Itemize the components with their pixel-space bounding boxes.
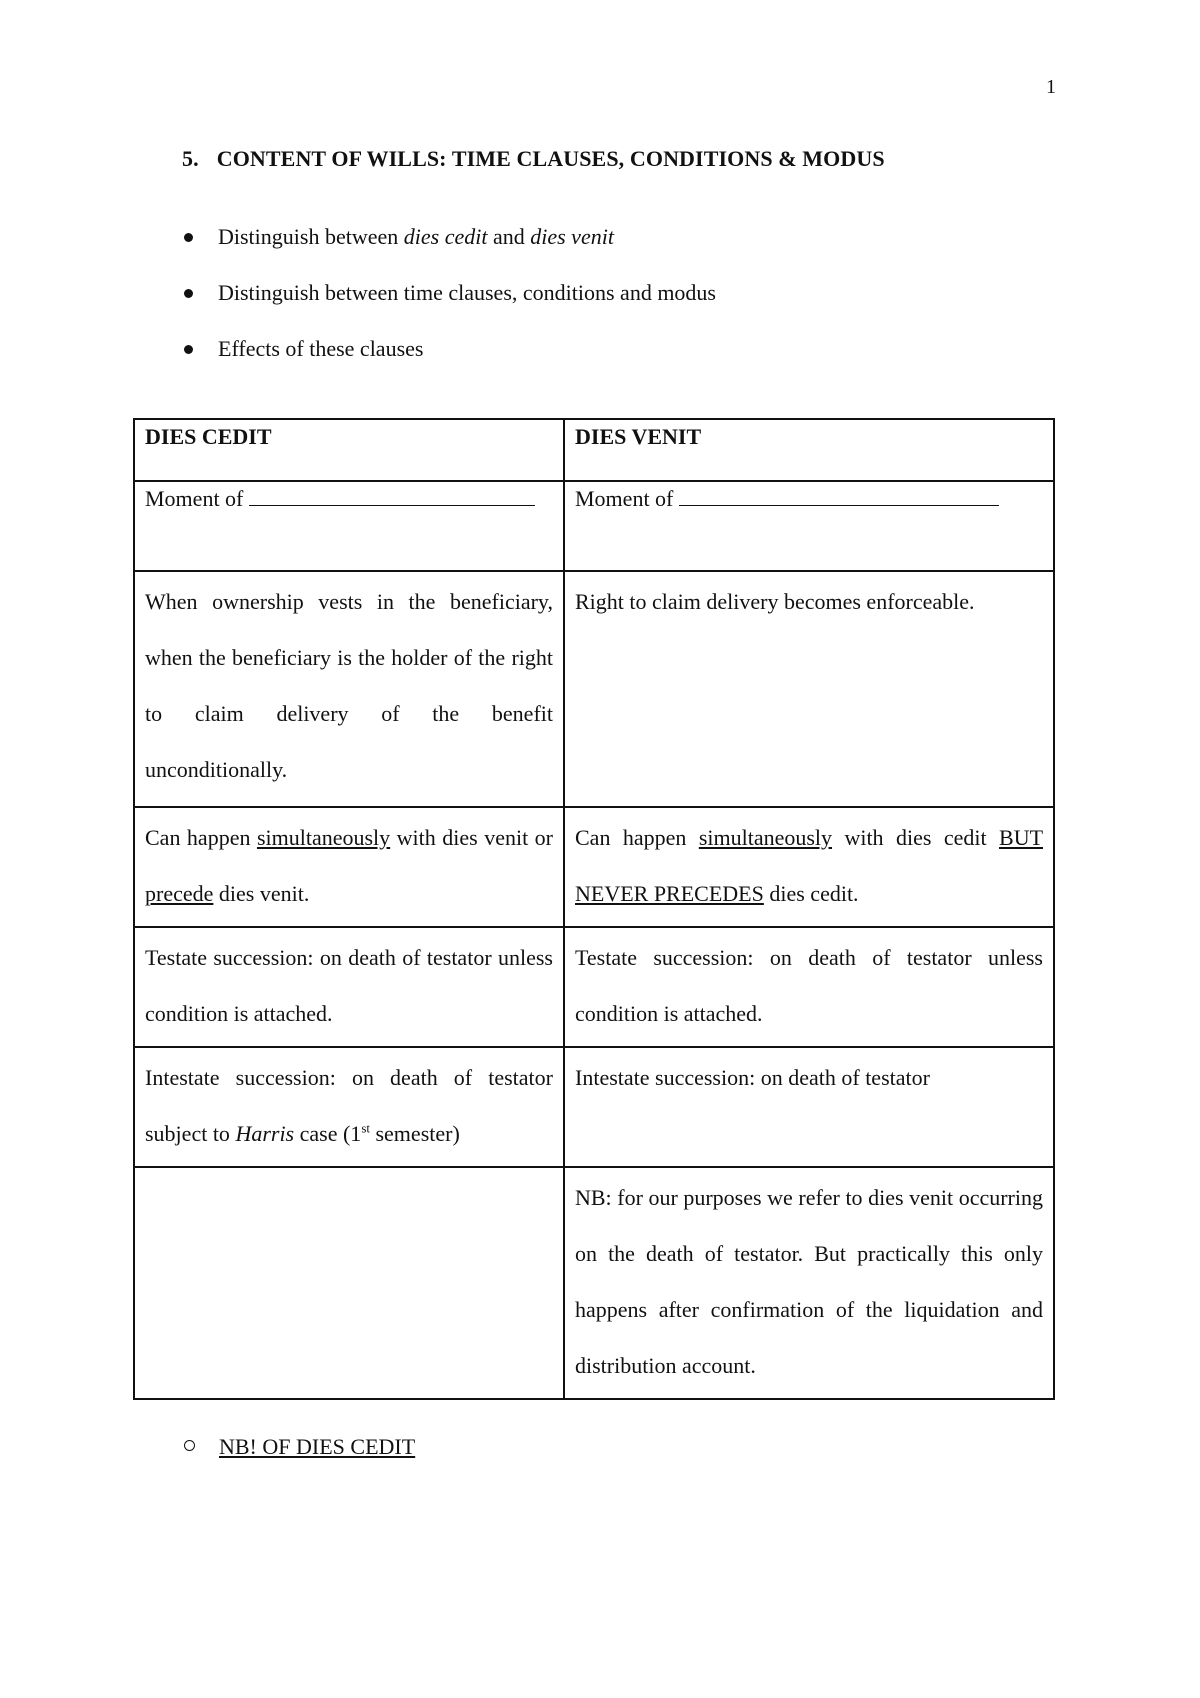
sub-bullet	[184, 1434, 415, 1460]
table-row	[134, 571, 1054, 807]
table-row	[134, 1047, 1054, 1167]
table-row	[134, 1167, 1054, 1399]
bullet-icon	[184, 345, 193, 354]
table-cell: NB: for our purposes we refer to dies venit occurring on the death of testator. But practically this only happens after confirmation of the liquidation and distribution account.	[564, 1167, 1054, 1399]
underlined-text: BUT NEVER PRECEDES	[575, 825, 1044, 906]
table-cell: Right to claim delivery becomes enforceable.	[564, 571, 1054, 807]
table-row	[134, 807, 1054, 927]
header-dies-cedit: DIES CEDIT	[134, 419, 564, 481]
header-dies-venit: DIES VENIT	[564, 419, 1054, 481]
table-row	[134, 927, 1054, 1047]
table-cell: Testate succession: on death of testator unless condition is attached.	[134, 927, 564, 1047]
table-row	[134, 481, 1054, 571]
list-item	[182, 336, 716, 392]
list-item	[182, 280, 716, 336]
page-number: 1	[1046, 76, 1056, 98]
moment-label: Moment of	[145, 486, 249, 511]
list-item	[182, 224, 716, 280]
moment-label: Moment of	[575, 486, 679, 511]
empty-cell	[134, 1167, 564, 1399]
fill-in-blank	[249, 485, 535, 506]
objectives-list	[182, 224, 716, 392]
underlined-text: simultaneously	[698, 825, 833, 850]
table-header-row	[134, 419, 1054, 481]
table-cell: Can happen simultaneously with dies cedit BUT NEVER PRECEDES dies cedit.	[564, 807, 1054, 927]
section-title: CONTENT OF WILLS: TIME CLAUSES, CONDITIONS & MODUS	[216, 146, 885, 171]
table-cell: Intestate succession: on death of testator subject to Harris case (1st semester)	[134, 1047, 564, 1167]
underlined-text: simultaneously	[256, 825, 391, 850]
case-name: Harris	[235, 1121, 295, 1146]
bullet-emphasis: dies cedit	[403, 224, 488, 249]
sub-bullet-text: NB! OF DIES CEDIT	[219, 1434, 416, 1459]
section-heading	[182, 146, 885, 172]
section-number: 5.	[182, 146, 199, 171]
table-cell: When ownership vests in the beneficiary, when the beneficiary is the holder of the right to claim delivery of the benefit unconditionally.	[134, 571, 564, 807]
bullet-emphasis: dies venit	[530, 224, 614, 249]
bullet-icon	[184, 233, 193, 242]
bullet-text: Distinguish between time clauses, conditions and modus	[218, 280, 716, 305]
circle-bullet-icon	[184, 1440, 195, 1451]
bullet-icon	[184, 289, 193, 298]
table-cell: Can happen simultaneously with dies venit or precede dies venit.	[134, 807, 564, 927]
bullet-text: and	[487, 224, 531, 249]
bullet-text: Effects of these clauses	[218, 336, 424, 361]
comparison-table	[133, 418, 1055, 1400]
underlined-text: precede	[145, 881, 214, 906]
moment-cell-venit	[564, 481, 1054, 571]
moment-cell-cedit	[134, 481, 564, 571]
bullet-text: Distinguish between	[218, 224, 404, 249]
table-cell: Intestate succession: on death of testator	[564, 1047, 1054, 1167]
fill-in-blank	[679, 485, 999, 506]
table-cell: Testate succession: on death of testator unless condition is attached.	[564, 927, 1054, 1047]
